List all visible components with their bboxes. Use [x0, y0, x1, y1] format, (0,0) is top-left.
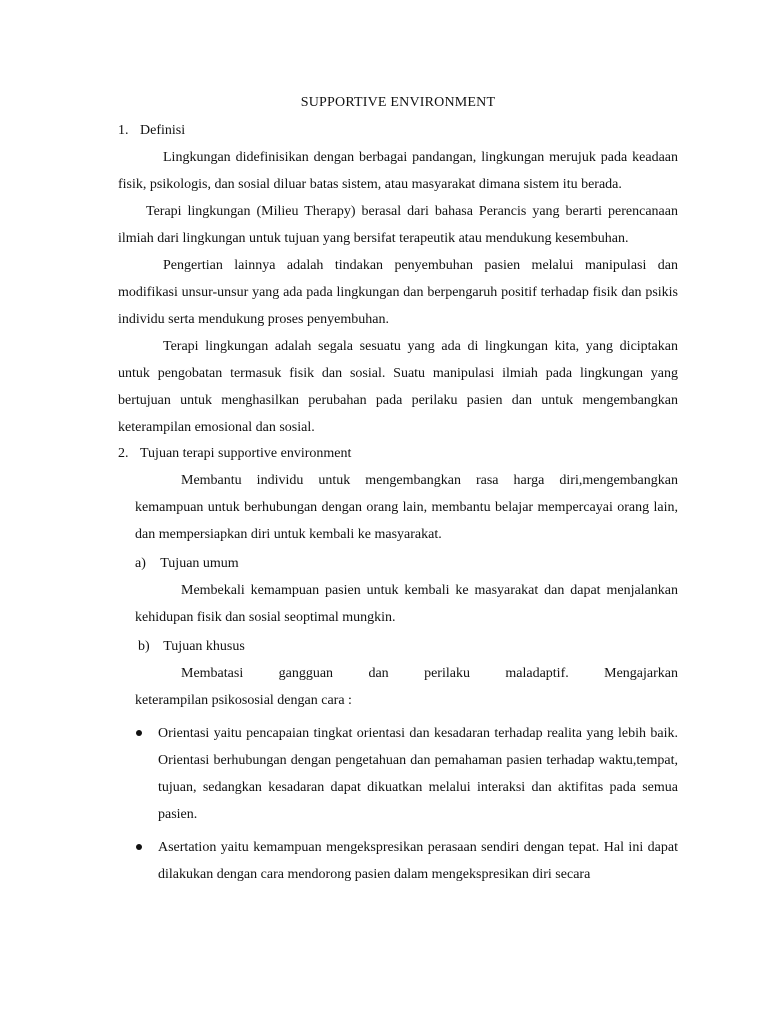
subsection-b-title: Tujuan khusus: [163, 639, 245, 654]
document-body: [118, 92, 678, 894]
bullet-icon: [136, 844, 142, 850]
section-1-paragraph-4: Terapi lingkungan adalah segala sesuatu yang ada di lingkungan kita, yang diciptakan untuk pengobatan termasuk fisik dan sosial. Suatu manipulasi ilmiah pada lingkungan yang bertujuan untuk menghasilkan perubahan pada perilaku pasien dan untuk mengembangkan keterampilan emosional dan sosial.: [118, 339, 678, 435]
bullet-list: [118, 720, 678, 888]
list-item: [118, 720, 678, 828]
page-title: SUPPORTIVE ENVIRONMENT: [300, 95, 496, 110]
subsection-a-heading: [135, 550, 678, 577]
list-item-text: Asertation yaitu kemampuan mengekspresikan perasaan sendiri dengan tepat. Hal ini dapat dilakukan dengan cara mendorong pasien dalam mengekspresikan diri secara: [158, 840, 678, 882]
subsection-b-heading: [138, 633, 678, 660]
subsection-a-text: Membekali kemampuan pasien untuk kembali ke masyarakat dan dapat menjalankan kehidupan fisik dan sosial seoptimal mungkin.: [135, 583, 678, 625]
section-2-intro: Membantu individu untuk mengembangkan rasa harga diri,mengembangkan kemampuan untuk berhubungan dengan orang lain, membantu belajar mempercayai orang lain, dan mempersiapkan diri untuk kembali ke masyarakat.: [135, 473, 678, 542]
section-2-body: [135, 467, 678, 714]
section-2-title: Tujuan terapi supportive environment: [140, 446, 352, 461]
bullet-icon: [136, 730, 142, 736]
subsection-b-text-line-1: Membatasi gangguan dan perilaku maladaptif. Mengajarkan: [181, 666, 678, 681]
section-2-heading: [118, 441, 678, 467]
section-1-title: Definisi: [140, 123, 186, 138]
subsection-a-label: a): [135, 556, 146, 571]
subsection-b-text-line-2: keterampilan psikososial dengan cara :: [135, 693, 352, 708]
section-1-paragraph-1: Lingkungan didefinisikan dengan berbagai pandangan, lingkungan merujuk pada keadaan fisik, psikologis, dan sosial diluar batas sistem, atau masyarakat dimana sistem itu berada.: [118, 150, 678, 192]
section-1-number: 1.: [118, 123, 129, 138]
list-item: [118, 834, 678, 888]
section-1-heading: [118, 118, 678, 144]
section-1-paragraph-3: Pengertian lainnya adalah tindakan penyembuhan pasien melalui manipulasi dan modifikasi unsur-unsur yang ada pada lingkungan dan berpengaruh positif terhadap fisik dan psikis individu serta mendukung proses penyembuhan.: [118, 258, 678, 327]
section-1-paragraph-2: Terapi lingkungan (Milieu Therapy) berasal dari bahasa Perancis yang berarti perencanaan ilmiah dari lingkungan untuk tujuan yang bersifat terapeutik atau mendukung kesembuhan.: [118, 204, 678, 246]
list-item-text: Orientasi yaitu pencapaian tingkat orientasi dan kesadaran terhadap realita yang lebih baik. Orientasi berhubungan dengan pengetahuan dan pemahaman pasien terhadap waktu,tempat, tujuan, sedangkan kesadaran dapat dikuatkan melalui interaksi dan aktifitas pada semua pasien.: [158, 726, 678, 822]
section-2-number: 2.: [118, 446, 129, 461]
subsection-b-label: b): [138, 639, 150, 654]
subsection-a-title: Tujuan umum: [160, 556, 239, 571]
